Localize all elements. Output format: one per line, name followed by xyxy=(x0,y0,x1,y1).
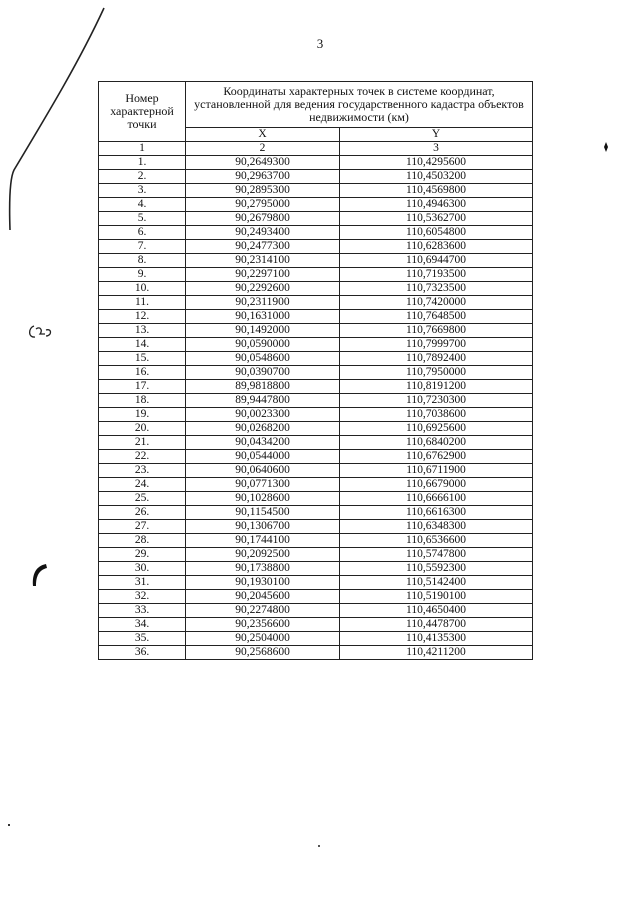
point-number-cell: 35. xyxy=(99,632,186,646)
y-coordinate-cell: 110,6711900 xyxy=(340,464,533,478)
header-x: X xyxy=(186,128,340,142)
table-row xyxy=(99,492,533,506)
x-coordinate-cell: 90,1154500 xyxy=(186,506,340,520)
table-row xyxy=(99,338,533,352)
x-coordinate-cell: 89,9818800 xyxy=(186,380,340,394)
y-coordinate-cell: 110,6666100 xyxy=(340,492,533,506)
point-number-cell: 27. xyxy=(99,520,186,534)
point-number-cell: 34. xyxy=(99,618,186,632)
table-row xyxy=(99,254,533,268)
y-coordinate-cell: 110,6762900 xyxy=(340,450,533,464)
x-coordinate-cell: 90,1028600 xyxy=(186,492,340,506)
x-coordinate-cell: 90,2795000 xyxy=(186,198,340,212)
point-number-cell: 1. xyxy=(99,156,186,170)
table-row xyxy=(99,366,533,380)
column-number-row xyxy=(99,142,533,156)
table-row xyxy=(99,352,533,366)
table-row xyxy=(99,548,533,562)
x-coordinate-cell: 90,2314100 xyxy=(186,254,340,268)
y-coordinate-cell: 110,6944700 xyxy=(340,254,533,268)
point-number-cell: 21. xyxy=(99,436,186,450)
y-coordinate-cell: 110,4211200 xyxy=(340,646,533,660)
y-coordinate-cell: 110,4295600 xyxy=(340,156,533,170)
table-row xyxy=(99,226,533,240)
y-coordinate-cell: 110,5592300 xyxy=(340,562,533,576)
table-row xyxy=(99,618,533,632)
table-row xyxy=(99,324,533,338)
table-row xyxy=(99,296,533,310)
table-row xyxy=(99,506,533,520)
x-coordinate-cell: 89,9447800 xyxy=(186,394,340,408)
column-number: 3 xyxy=(340,142,533,156)
table-row xyxy=(99,198,533,212)
table-row xyxy=(99,408,533,422)
table-row xyxy=(99,268,533,282)
x-coordinate-cell: 90,1492000 xyxy=(186,324,340,338)
x-coordinate-cell: 90,2292600 xyxy=(186,282,340,296)
point-number-cell: 7. xyxy=(99,240,186,254)
point-number-cell: 15. xyxy=(99,352,186,366)
table-row xyxy=(99,212,533,226)
point-number-cell: 33. xyxy=(99,604,186,618)
header-point-number: Номер характерной точки xyxy=(99,82,186,142)
y-coordinate-cell: 110,4478700 xyxy=(340,618,533,632)
x-coordinate-cell: 90,0548600 xyxy=(186,352,340,366)
x-coordinate-cell: 90,2297100 xyxy=(186,268,340,282)
x-coordinate-cell: 90,0023300 xyxy=(186,408,340,422)
x-coordinate-cell: 90,2963700 xyxy=(186,170,340,184)
y-coordinate-cell: 110,7323500 xyxy=(340,282,533,296)
point-number-cell: 31. xyxy=(99,576,186,590)
table-row xyxy=(99,534,533,548)
table-row xyxy=(99,590,533,604)
ink-blot-mark xyxy=(30,562,50,588)
column-number: 2 xyxy=(186,142,340,156)
x-coordinate-cell: 90,1744100 xyxy=(186,534,340,548)
y-coordinate-cell: 110,4946300 xyxy=(340,198,533,212)
y-coordinate-cell: 110,6536600 xyxy=(340,534,533,548)
y-coordinate-cell: 110,7038600 xyxy=(340,408,533,422)
y-coordinate-cell: 110,6925600 xyxy=(340,422,533,436)
y-coordinate-cell: 110,6283600 xyxy=(340,240,533,254)
header-coordinates: Координаты характерных точек в системе координат, установленной для ведения государственного кадастра объектов недвижимости (км) xyxy=(186,82,533,128)
speck-mark xyxy=(318,845,320,847)
point-number-cell: 18. xyxy=(99,394,186,408)
point-number-cell: 25. xyxy=(99,492,186,506)
table-row xyxy=(99,156,533,170)
point-number-cell: 30. xyxy=(99,562,186,576)
point-number-cell: 12. xyxy=(99,310,186,324)
x-coordinate-cell: 90,0434200 xyxy=(186,436,340,450)
y-coordinate-cell: 110,7950000 xyxy=(340,366,533,380)
point-number-cell: 24. xyxy=(99,478,186,492)
x-coordinate-cell: 90,2568600 xyxy=(186,646,340,660)
table-row xyxy=(99,562,533,576)
speck-mark xyxy=(8,824,10,826)
table-row xyxy=(99,240,533,254)
column-number: 1 xyxy=(99,142,186,156)
header-y: Y xyxy=(340,128,533,142)
table-row xyxy=(99,632,533,646)
x-coordinate-cell: 90,2274800 xyxy=(186,604,340,618)
y-coordinate-cell: 110,4135300 xyxy=(340,632,533,646)
point-number-cell: 20. xyxy=(99,422,186,436)
x-coordinate-cell: 90,1306700 xyxy=(186,520,340,534)
x-coordinate-cell: 90,2504000 xyxy=(186,632,340,646)
x-coordinate-cell: 90,0544000 xyxy=(186,450,340,464)
table-row xyxy=(99,436,533,450)
table-row xyxy=(99,394,533,408)
table-row xyxy=(99,422,533,436)
handwritten-stroke-mark xyxy=(0,0,110,240)
x-coordinate-cell: 90,0640600 xyxy=(186,464,340,478)
y-coordinate-cell: 110,6054800 xyxy=(340,226,533,240)
table-row xyxy=(99,170,533,184)
handwritten-squiggle-mark xyxy=(26,322,54,342)
point-number-cell: 5. xyxy=(99,212,186,226)
point-number-cell: 9. xyxy=(99,268,186,282)
point-number-cell: 11. xyxy=(99,296,186,310)
table-row xyxy=(99,646,533,660)
x-coordinate-cell: 90,1631000 xyxy=(186,310,340,324)
point-number-cell: 8. xyxy=(99,254,186,268)
point-number-cell: 28. xyxy=(99,534,186,548)
y-coordinate-cell: 110,6616300 xyxy=(340,506,533,520)
x-coordinate-cell: 90,2679800 xyxy=(186,212,340,226)
point-number-cell: 17. xyxy=(99,380,186,394)
y-coordinate-cell: 110,8191200 xyxy=(340,380,533,394)
table-row xyxy=(99,380,533,394)
page-number: 3 xyxy=(316,36,324,51)
point-number-cell: 3. xyxy=(99,184,186,198)
x-coordinate-cell: 90,0771300 xyxy=(186,478,340,492)
x-coordinate-cell: 90,2895300 xyxy=(186,184,340,198)
x-coordinate-cell: 90,2092500 xyxy=(186,548,340,562)
x-coordinate-cell: 90,2649300 xyxy=(186,156,340,170)
y-coordinate-cell: 110,7669800 xyxy=(340,324,533,338)
y-coordinate-cell: 110,7230300 xyxy=(340,394,533,408)
x-coordinate-cell: 90,2493400 xyxy=(186,226,340,240)
point-number-cell: 2. xyxy=(99,170,186,184)
point-number-cell: 23. xyxy=(99,464,186,478)
y-coordinate-cell: 110,7999700 xyxy=(340,338,533,352)
coordinates-table xyxy=(98,81,533,660)
point-number-cell: 26. xyxy=(99,506,186,520)
x-coordinate-cell: 90,0268200 xyxy=(186,422,340,436)
y-coordinate-cell: 110,5142400 xyxy=(340,576,533,590)
y-coordinate-cell: 110,7193500 xyxy=(340,268,533,282)
table-row xyxy=(99,478,533,492)
point-number-cell: 16. xyxy=(99,366,186,380)
dot-mark xyxy=(602,142,610,152)
x-coordinate-cell: 90,0390700 xyxy=(186,366,340,380)
x-coordinate-cell: 90,0590000 xyxy=(186,338,340,352)
table-row xyxy=(99,576,533,590)
point-number-cell: 6. xyxy=(99,226,186,240)
x-coordinate-cell: 90,2311900 xyxy=(186,296,340,310)
point-number-cell: 4. xyxy=(99,198,186,212)
table-row xyxy=(99,184,533,198)
table-row xyxy=(99,450,533,464)
y-coordinate-cell: 110,5747800 xyxy=(340,548,533,562)
y-coordinate-cell: 110,4503200 xyxy=(340,170,533,184)
table-row xyxy=(99,282,533,296)
x-coordinate-cell: 90,2356600 xyxy=(186,618,340,632)
y-coordinate-cell: 110,7420000 xyxy=(340,296,533,310)
y-coordinate-cell: 110,5190100 xyxy=(340,590,533,604)
point-number-cell: 14. xyxy=(99,338,186,352)
x-coordinate-cell: 90,2045600 xyxy=(186,590,340,604)
table-row xyxy=(99,464,533,478)
point-number-cell: 13. xyxy=(99,324,186,338)
table-row xyxy=(99,520,533,534)
x-coordinate-cell: 90,1738800 xyxy=(186,562,340,576)
point-number-cell: 36. xyxy=(99,646,186,660)
y-coordinate-cell: 110,6348300 xyxy=(340,520,533,534)
y-coordinate-cell: 110,6679000 xyxy=(340,478,533,492)
point-number-cell: 32. xyxy=(99,590,186,604)
x-coordinate-cell: 90,2477300 xyxy=(186,240,340,254)
point-number-cell: 10. xyxy=(99,282,186,296)
y-coordinate-cell: 110,4569800 xyxy=(340,184,533,198)
table-header-row xyxy=(99,82,533,128)
y-coordinate-cell: 110,6840200 xyxy=(340,436,533,450)
point-number-cell: 19. xyxy=(99,408,186,422)
y-coordinate-cell: 110,5362700 xyxy=(340,212,533,226)
point-number-cell: 22. xyxy=(99,450,186,464)
y-coordinate-cell: 110,7892400 xyxy=(340,352,533,366)
table-row xyxy=(99,310,533,324)
x-coordinate-cell: 90,1930100 xyxy=(186,576,340,590)
table-row xyxy=(99,604,533,618)
y-coordinate-cell: 110,7648500 xyxy=(340,310,533,324)
point-number-cell: 29. xyxy=(99,548,186,562)
y-coordinate-cell: 110,4650400 xyxy=(340,604,533,618)
